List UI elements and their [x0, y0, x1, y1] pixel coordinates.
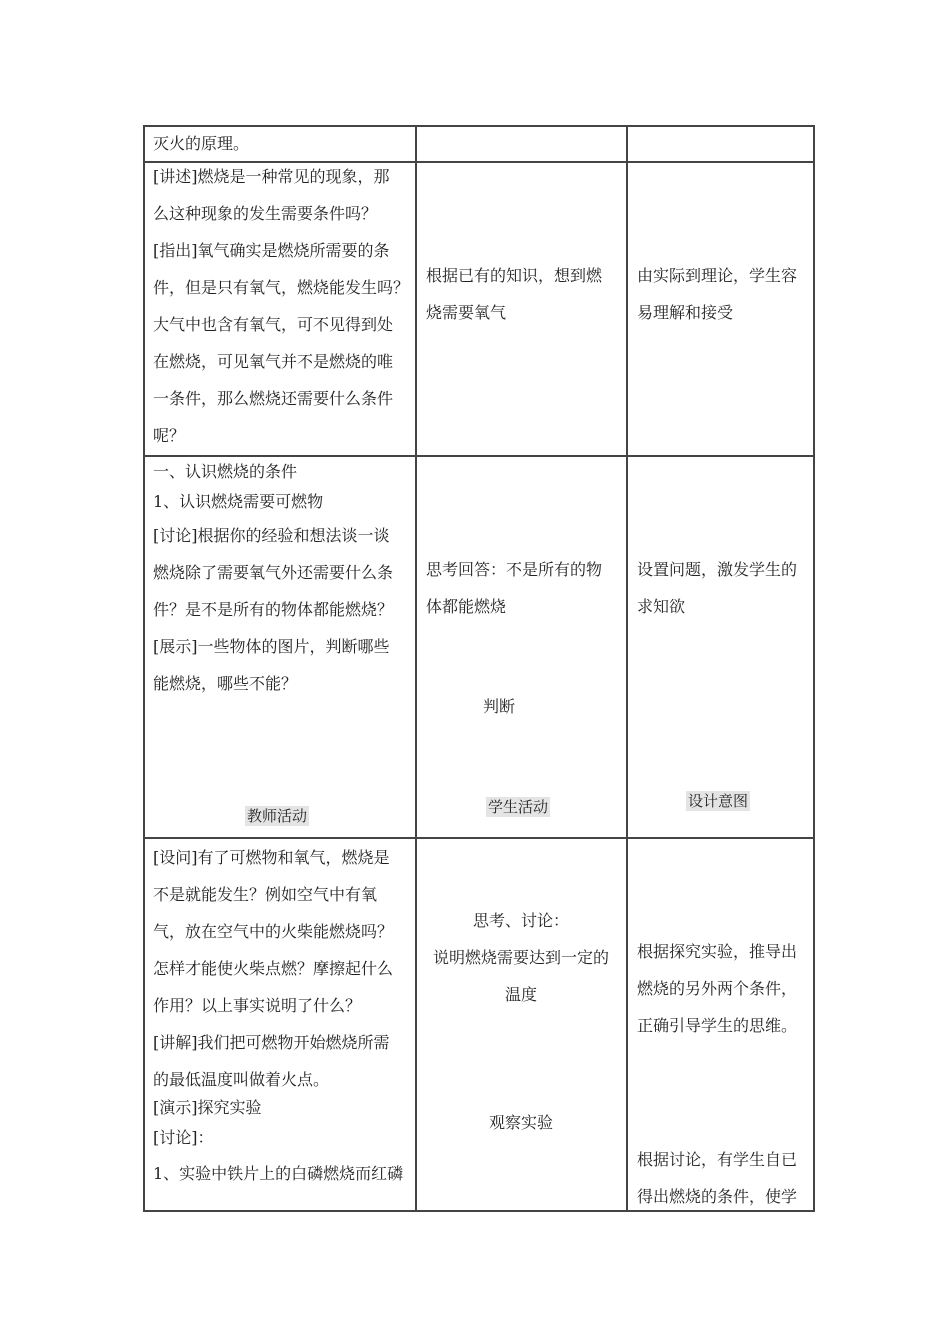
row3-student-cell	[426, 551, 602, 625]
text-line: 件，但是只有氧气，燃烧能发生吗？	[153, 278, 410, 297]
row2-student-cell	[426, 257, 602, 331]
text-line: [演示]探究实验	[153, 1098, 262, 1117]
header-student-activity: 学生活动	[488, 798, 549, 816]
row4-design-cell	[637, 933, 797, 1044]
text-line: [展示]一些物体的图片，判断哪些	[153, 637, 390, 656]
text-line: 温度	[504, 985, 537, 1004]
text-line: 的最低温度叫做着火点。	[153, 1070, 330, 1089]
text-line: 怎样才能使火柴点燃？摩擦起什么	[153, 959, 394, 978]
text-line: 体都能燃烧	[426, 597, 507, 616]
row4-design-cell-cont	[637, 1141, 797, 1215]
row4-student-note	[417, 1104, 625, 1141]
row2-design-cell	[637, 257, 797, 331]
text-line: 判断	[483, 697, 516, 716]
text-line: 思考、讨论：	[472, 911, 569, 930]
column-divider	[415, 125, 417, 1212]
table-border-left	[143, 125, 145, 1212]
text-line: 烧需要氧气	[426, 303, 507, 322]
row3-student-note	[483, 688, 515, 725]
header-teacher-activity: 教师活动	[247, 807, 308, 825]
text-line: 气，放在空气中的火柴能燃烧吗？	[153, 922, 394, 941]
text-line: 得出燃烧的条件，使学	[637, 1187, 798, 1206]
row1-teacher-cell	[153, 125, 249, 162]
row3-teacher-cell	[153, 457, 323, 517]
row3-teacher-cell-cont	[153, 517, 393, 702]
text-line: 正确引导学生的思维。	[637, 1016, 798, 1035]
lesson-table	[143, 125, 815, 1212]
header-design-intent: 设计意图	[688, 792, 749, 810]
text-line: [讲述]燃烧是一种常见的现象，那	[153, 167, 390, 186]
row4-teacher-cell-cont	[153, 1093, 262, 1153]
text-line: [设问]有了可燃物和氧气，燃烧是	[153, 848, 390, 867]
text-line: 呢？	[153, 426, 186, 445]
text-line: 根据讨论，有学生自已	[637, 1150, 798, 1169]
text-line: [讨论]根据你的经验和想法谈一谈	[153, 526, 390, 545]
text-line: 燃烧除了需要氧气外还需要什么条	[153, 563, 394, 582]
text-line: 说明燃烧需要达到一定的	[432, 948, 609, 967]
text-line: 易理解和接受	[637, 303, 734, 322]
text-line: [讨论]：	[153, 1128, 214, 1147]
row3-design-cell	[637, 551, 797, 625]
row4-student-cell	[417, 902, 625, 1013]
text-line: 思考回答：不是所有的物	[426, 560, 603, 579]
text-line: 作用？以上事实说明了什么？	[153, 996, 362, 1015]
text-line: 根据探究实验，推导出	[637, 942, 798, 961]
text-line: 求知欲	[637, 597, 686, 616]
text-line: 燃烧的另外两个条件，	[637, 979, 798, 998]
text-line: [讲解]我们把可燃物开始燃烧所需	[153, 1033, 390, 1052]
table-border-right	[813, 125, 815, 1212]
text-line: 由实际到理论，学生容	[637, 266, 798, 285]
text-line: 根据已有的知识，想到燃	[426, 266, 603, 285]
text-line: 不是就能发生？例如空气中有氧	[153, 885, 378, 904]
text-line: [指出]氧气确实是燃烧所需要的条	[153, 241, 390, 260]
text-line: 1、实验中铁片上的白磷燃烧而红磷	[153, 1164, 404, 1183]
row4-teacher-cell-last	[153, 1155, 403, 1192]
text-line: 么这种现象的发生需要条件吗？	[153, 204, 378, 223]
text-line: 一、认识燃烧的条件	[153, 462, 298, 481]
text-line: 一条件，那么燃烧还需要什么条件	[153, 389, 394, 408]
text-line: 大气中也含有氧气，可不见得到处	[153, 315, 394, 334]
row2-teacher-cell	[153, 158, 409, 454]
text-line: 能燃烧，哪些不能？	[153, 674, 298, 693]
row4-teacher-cell	[153, 839, 393, 1098]
text-line: 设置问题，激发学生的	[637, 560, 798, 579]
text-line: 在燃烧，可见氧气并不是燃烧的唯	[153, 352, 394, 371]
text-line: 观察实验	[488, 1113, 553, 1132]
text-line: 件？是不是所有的物体都能燃烧？	[153, 600, 394, 619]
text-line: 灭火的原理。	[153, 134, 250, 153]
text-line: 1、认识燃烧需要可燃物	[153, 492, 324, 511]
column-divider	[626, 125, 628, 1212]
